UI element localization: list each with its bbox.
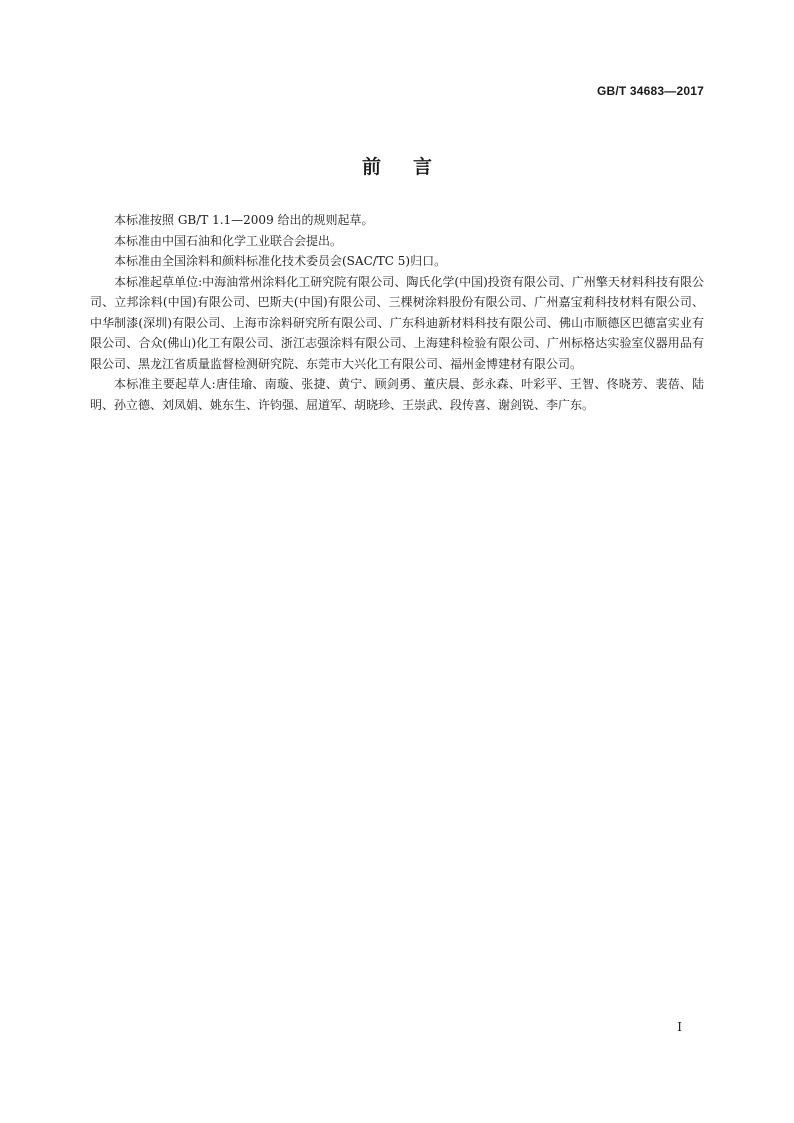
paragraph-committee: 本标准由全国涂料和颜料标准化技术委员会(SAC/TC 5)归口。 <box>114 254 447 268</box>
paragraph-drafting-rules: 本标准按照 GB/T 1.1—2009 给出的规则起草。 <box>114 213 374 227</box>
paragraph-drafters: 本标准主要起草人:唐佳瑜、南璇、张捷、黄宁、顾剑勇、董庆晨、彭永森、叶彩平、王智、佟晓芳、裴蓓、陆明、孙立德、刘凤娟、姚东生、许钧强、屈道军、胡晓珍、王崇武、段传喜、谢剑锐、李广东。 <box>90 377 704 412</box>
document-code: GB/T 34683—2017 <box>596 84 704 98</box>
page-title: 前言 <box>361 156 464 178</box>
paragraph-drafting-units: 本标准起草单位:中海油常州涂料化工研究院有限公司、陶氏化学(中国)投资有限公司、广州擎天材料科技有限公司、立邦涂料(中国)有限公司、巴斯夫(中国)有限公司、三棵树涂料股份有限公司、广州嘉宝莉科技材料有限公司、中华制漆(深圳)有限公司、上海市涂料研究所有限公司、广东科迪新材料科技有限公司、佛山市顺德区巴德富实业有限公司、合众(佛山)化工有限公司、浙江志强涂料有限公司、上海建科检验有限公司、广州标格达实验室仪器用品有限公司、黑龙江省质量监督检测研究院、东莞市大兴化工有限公司、福州金博建材有限公司。 <box>90 274 704 371</box>
foreword-body <box>90 210 704 415</box>
page-number: I <box>677 1020 682 1034</box>
paragraph-proposer: 本标准由中国石油和化学工业联合会提出。 <box>114 233 343 248</box>
